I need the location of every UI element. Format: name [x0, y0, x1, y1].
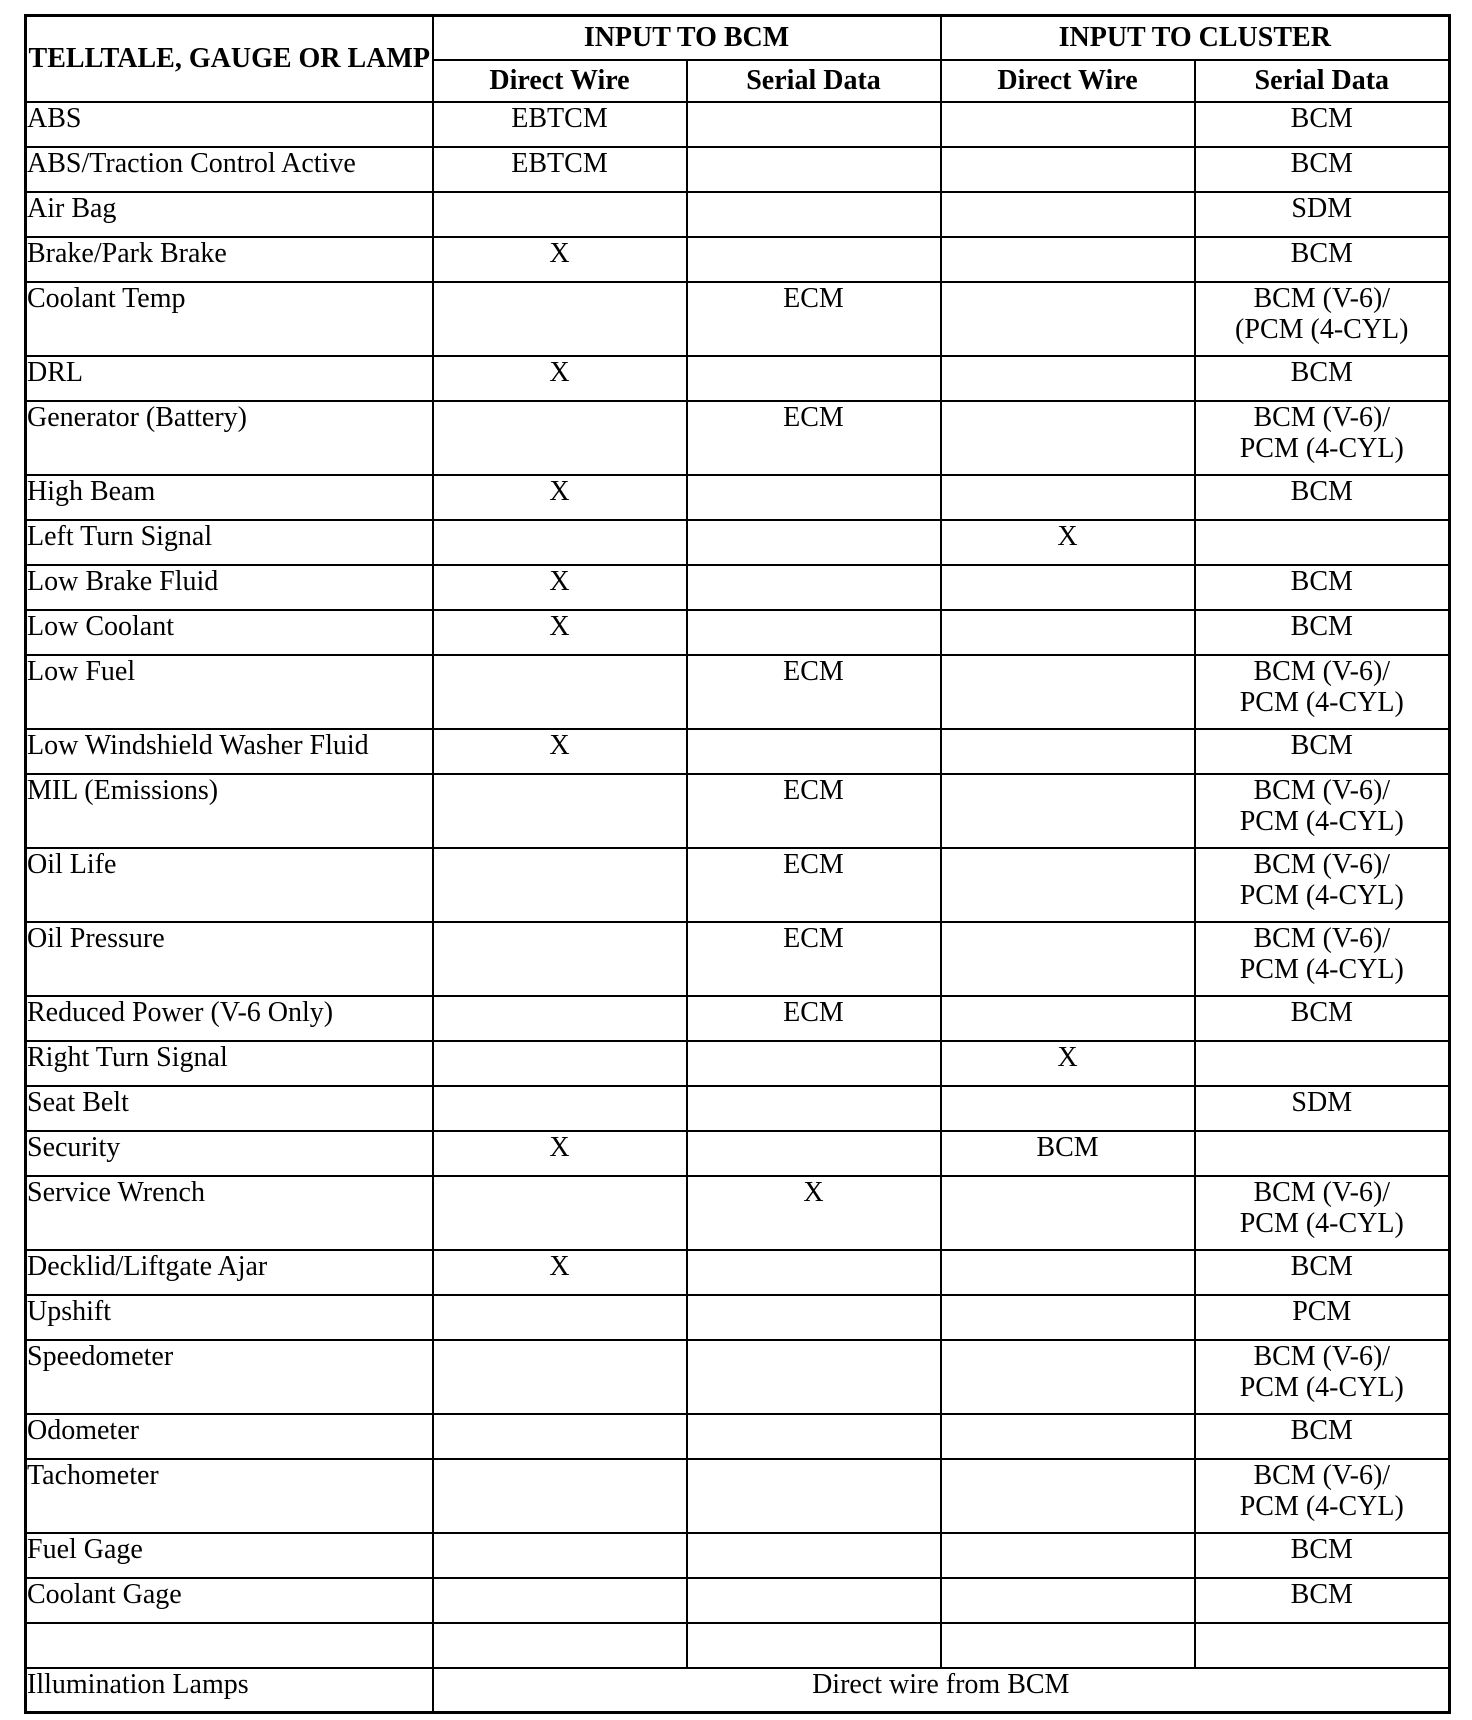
cell-bcm-serial-data	[687, 147, 941, 192]
table-row	[26, 655, 1450, 729]
cell-label: Right Turn Signal	[26, 1041, 433, 1086]
cell-cluster-serial-data: BCM (V-6)/ PCM (4-CYL)	[1195, 1176, 1450, 1250]
cell-bcm-direct-wire: X	[433, 237, 687, 282]
table-row	[26, 1533, 1450, 1578]
cell-cluster-serial-data: BCM (V-6)/ (PCM (4-CYL)	[1195, 282, 1450, 356]
table-footer	[26, 1668, 1450, 1713]
cell-bcm-direct-wire	[433, 520, 687, 565]
cell-cluster-direct-wire	[941, 1295, 1195, 1340]
cell-cluster-serial-data: BCM (V-6)/ PCM (4-CYL)	[1195, 1340, 1450, 1414]
table-row	[26, 356, 1450, 401]
cell-label: Generator (Battery)	[26, 401, 433, 475]
cell-bcm-serial-data	[687, 1459, 941, 1533]
cell-bcm-serial-data	[687, 1340, 941, 1414]
table-body	[26, 102, 1450, 1668]
cell-label: ABS/Traction Control Active	[26, 147, 433, 192]
cell-label: Air Bag	[26, 192, 433, 237]
header-bcm-direct-wire: Direct Wire	[433, 60, 687, 102]
table-row	[26, 922, 1450, 996]
cell-cluster-direct-wire	[941, 356, 1195, 401]
cell-bcm-direct-wire: X	[433, 1250, 687, 1295]
cell-cluster-direct-wire	[941, 848, 1195, 922]
cell-label: Fuel Gage	[26, 1533, 433, 1578]
cell-cluster-direct-wire: X	[941, 520, 1195, 565]
cell-label: Low Fuel	[26, 655, 433, 729]
cell-label: Service Wrench	[26, 1176, 433, 1250]
table-row	[26, 192, 1450, 237]
table-row	[26, 1250, 1450, 1295]
cell-bcm-serial-data	[687, 610, 941, 655]
table-row	[26, 610, 1450, 655]
cell-cluster-serial-data: BCM (V-6)/ PCM (4-CYL)	[1195, 922, 1450, 996]
cell-bcm-direct-wire	[433, 1295, 687, 1340]
cell-cluster-direct-wire	[941, 1176, 1195, 1250]
cell-label: Speedometer	[26, 1340, 433, 1414]
table-row	[26, 848, 1450, 922]
cell-cluster-serial-data: BCM	[1195, 237, 1450, 282]
cell-cluster-serial-data: BCM	[1195, 610, 1450, 655]
cell-label: Seat Belt	[26, 1086, 433, 1131]
cell-bcm-direct-wire: X	[433, 475, 687, 520]
cell-label: High Beam	[26, 475, 433, 520]
table-row	[26, 774, 1450, 848]
cell-bcm-direct-wire	[433, 282, 687, 356]
cell-cluster-direct-wire	[941, 922, 1195, 996]
header-bcm-serial-data: Serial Data	[687, 60, 941, 102]
cell-cluster-direct-wire	[941, 282, 1195, 356]
cell-cluster-direct-wire	[941, 774, 1195, 848]
cell-cluster-serial-data: BCM	[1195, 1578, 1450, 1623]
cell-cluster-serial-data: BCM	[1195, 356, 1450, 401]
cell-cluster-direct-wire	[941, 102, 1195, 147]
cell-cluster-direct-wire	[941, 1459, 1195, 1533]
cell-cluster-direct-wire	[941, 1623, 1195, 1668]
cell-cluster-serial-data	[1195, 1131, 1450, 1176]
table-row	[26, 1176, 1450, 1250]
cell-cluster-serial-data: BCM	[1195, 147, 1450, 192]
cell-bcm-serial-data	[687, 475, 941, 520]
telltale-input-table	[24, 14, 1451, 1714]
cell-cluster-serial-data: BCM	[1195, 1250, 1450, 1295]
cell-cluster-serial-data: SDM	[1195, 192, 1450, 237]
table-row	[26, 1086, 1450, 1131]
cell-label: Oil Pressure	[26, 922, 433, 996]
cell-cluster-serial-data: BCM	[1195, 102, 1450, 147]
header-telltale-gauge-lamp: TELLTALE, GAUGE OR LAMP	[26, 16, 433, 102]
cell-label: Upshift	[26, 1295, 433, 1340]
cell-bcm-direct-wire	[433, 1340, 687, 1414]
cell-bcm-serial-data	[687, 1086, 941, 1131]
cell-bcm-serial-data: ECM	[687, 996, 941, 1041]
cell-bcm-direct-wire	[433, 1041, 687, 1086]
table-row	[26, 565, 1450, 610]
cell-label: Low Windshield Washer Fluid	[26, 729, 433, 774]
cell-bcm-direct-wire: X	[433, 729, 687, 774]
table-row	[26, 1414, 1450, 1459]
table-row-illumination-lamps	[26, 1668, 1450, 1713]
table-row	[26, 237, 1450, 282]
cell-bcm-serial-data: ECM	[687, 282, 941, 356]
cell-cluster-serial-data: BCM	[1195, 1533, 1450, 1578]
header-cluster-direct-wire: Direct Wire	[941, 60, 1195, 102]
cell-cluster-serial-data	[1195, 1623, 1450, 1668]
cell-cluster-direct-wire	[941, 1533, 1195, 1578]
cell-cluster-serial-data: BCM	[1195, 1414, 1450, 1459]
table-row	[26, 147, 1450, 192]
cell-cluster-direct-wire	[941, 1340, 1195, 1414]
cell-bcm-serial-data	[687, 102, 941, 147]
cell-illumination-note: Direct wire from BCM	[433, 1668, 1450, 1713]
table-row	[26, 520, 1450, 565]
cell-label	[26, 1623, 433, 1668]
cell-bcm-direct-wire	[433, 1176, 687, 1250]
cell-bcm-direct-wire: X	[433, 565, 687, 610]
cell-bcm-direct-wire: EBTCM	[433, 147, 687, 192]
table-header	[26, 16, 1450, 102]
cell-bcm-serial-data	[687, 1131, 941, 1176]
cell-bcm-serial-data: ECM	[687, 401, 941, 475]
cell-cluster-direct-wire	[941, 192, 1195, 237]
table-row	[26, 401, 1450, 475]
table-row	[26, 1623, 1450, 1668]
cell-cluster-direct-wire: X	[941, 1041, 1195, 1086]
cell-cluster-serial-data: BCM	[1195, 996, 1450, 1041]
cell-cluster-direct-wire	[941, 1250, 1195, 1295]
cell-cluster-direct-wire	[941, 147, 1195, 192]
table-row	[26, 729, 1450, 774]
cell-label: Tachometer	[26, 1459, 433, 1533]
cell-cluster-direct-wire	[941, 1414, 1195, 1459]
cell-bcm-direct-wire	[433, 996, 687, 1041]
telltale-input-sheet	[24, 14, 1448, 1714]
table-row	[26, 282, 1450, 356]
cell-bcm-direct-wire	[433, 655, 687, 729]
cell-bcm-direct-wire	[433, 1533, 687, 1578]
cell-cluster-direct-wire	[941, 237, 1195, 282]
cell-cluster-direct-wire	[941, 1578, 1195, 1623]
cell-bcm-serial-data	[687, 1295, 941, 1340]
cell-bcm-serial-data	[687, 192, 941, 237]
cell-bcm-direct-wire	[433, 192, 687, 237]
cell-cluster-direct-wire	[941, 565, 1195, 610]
cell-bcm-direct-wire	[433, 922, 687, 996]
cell-bcm-serial-data: X	[687, 1176, 941, 1250]
cell-label: Low Coolant	[26, 610, 433, 655]
cell-bcm-serial-data	[687, 565, 941, 610]
cell-bcm-serial-data	[687, 1414, 941, 1459]
cell-cluster-serial-data: BCM (V-6)/ PCM (4-CYL)	[1195, 655, 1450, 729]
table-row	[26, 102, 1450, 147]
cell-bcm-direct-wire: X	[433, 356, 687, 401]
cell-cluster-serial-data: SDM	[1195, 1086, 1450, 1131]
cell-label: DRL	[26, 356, 433, 401]
table-row	[26, 996, 1450, 1041]
table-row	[26, 1340, 1450, 1414]
cell-cluster-serial-data: BCM (V-6)/ PCM (4-CYL)	[1195, 848, 1450, 922]
cell-bcm-serial-data	[687, 1041, 941, 1086]
cell-cluster-direct-wire	[941, 655, 1195, 729]
cell-label: Oil Life	[26, 848, 433, 922]
cell-bcm-serial-data	[687, 520, 941, 565]
cell-label: Left Turn Signal	[26, 520, 433, 565]
cell-bcm-serial-data: ECM	[687, 922, 941, 996]
table-row	[26, 1041, 1450, 1086]
cell-bcm-direct-wire	[433, 1459, 687, 1533]
cell-bcm-serial-data: ECM	[687, 848, 941, 922]
cell-label: Odometer	[26, 1414, 433, 1459]
table-row	[26, 1459, 1450, 1533]
table-row	[26, 475, 1450, 520]
cell-cluster-serial-data: PCM	[1195, 1295, 1450, 1340]
cell-label: Security	[26, 1131, 433, 1176]
cell-bcm-direct-wire	[433, 1414, 687, 1459]
cell-bcm-direct-wire	[433, 1578, 687, 1623]
cell-bcm-serial-data	[687, 1578, 941, 1623]
cell-bcm-serial-data	[687, 237, 941, 282]
cell-label: Low Brake Fluid	[26, 565, 433, 610]
cell-bcm-direct-wire	[433, 401, 687, 475]
cell-bcm-direct-wire	[433, 1623, 687, 1668]
cell-cluster-direct-wire	[941, 1086, 1195, 1131]
table-row	[26, 1131, 1450, 1176]
cell-cluster-serial-data: BCM	[1195, 475, 1450, 520]
cell-cluster-direct-wire	[941, 475, 1195, 520]
cell-bcm-direct-wire	[433, 1086, 687, 1131]
cell-label: ABS	[26, 102, 433, 147]
cell-cluster-direct-wire	[941, 401, 1195, 475]
cell-bcm-serial-data: ECM	[687, 774, 941, 848]
cell-cluster-serial-data	[1195, 520, 1450, 565]
cell-bcm-serial-data	[687, 729, 941, 774]
cell-cluster-serial-data: BCM (V-6)/ PCM (4-CYL)	[1195, 774, 1450, 848]
cell-cluster-serial-data	[1195, 1041, 1450, 1086]
table-row	[26, 1295, 1450, 1340]
cell-label: Reduced Power (V-6 Only)	[26, 996, 433, 1041]
cell-bcm-direct-wire: X	[433, 1131, 687, 1176]
cell-bcm-direct-wire: EBTCM	[433, 102, 687, 147]
header-row-groups	[26, 16, 1450, 60]
cell-bcm-serial-data	[687, 1533, 941, 1578]
cell-label: Coolant Gage	[26, 1578, 433, 1623]
cell-bcm-serial-data	[687, 1623, 941, 1668]
cell-cluster-direct-wire	[941, 610, 1195, 655]
cell-bcm-serial-data: ECM	[687, 655, 941, 729]
cell-label: Illumination Lamps	[26, 1668, 433, 1713]
cell-bcm-serial-data	[687, 356, 941, 401]
cell-cluster-direct-wire: BCM	[941, 1131, 1195, 1176]
cell-bcm-serial-data	[687, 1250, 941, 1295]
cell-cluster-serial-data: BCM (V-6)/ PCM (4-CYL)	[1195, 401, 1450, 475]
cell-cluster-serial-data: BCM	[1195, 729, 1450, 774]
cell-label: Brake/Park Brake	[26, 237, 433, 282]
cell-cluster-serial-data: BCM	[1195, 565, 1450, 610]
header-input-to-bcm: INPUT TO BCM	[433, 16, 941, 60]
cell-bcm-direct-wire: X	[433, 610, 687, 655]
cell-label: Coolant Temp	[26, 282, 433, 356]
table-row	[26, 1578, 1450, 1623]
cell-cluster-direct-wire	[941, 729, 1195, 774]
cell-bcm-direct-wire	[433, 774, 687, 848]
cell-bcm-direct-wire	[433, 848, 687, 922]
cell-label: Decklid/Liftgate Ajar	[26, 1250, 433, 1295]
cell-cluster-serial-data: BCM (V-6)/ PCM (4-CYL)	[1195, 1459, 1450, 1533]
cell-cluster-direct-wire	[941, 996, 1195, 1041]
header-cluster-serial-data: Serial Data	[1195, 60, 1450, 102]
header-input-to-cluster: INPUT TO CLUSTER	[941, 16, 1450, 60]
cell-label: MIL (Emissions)	[26, 774, 433, 848]
